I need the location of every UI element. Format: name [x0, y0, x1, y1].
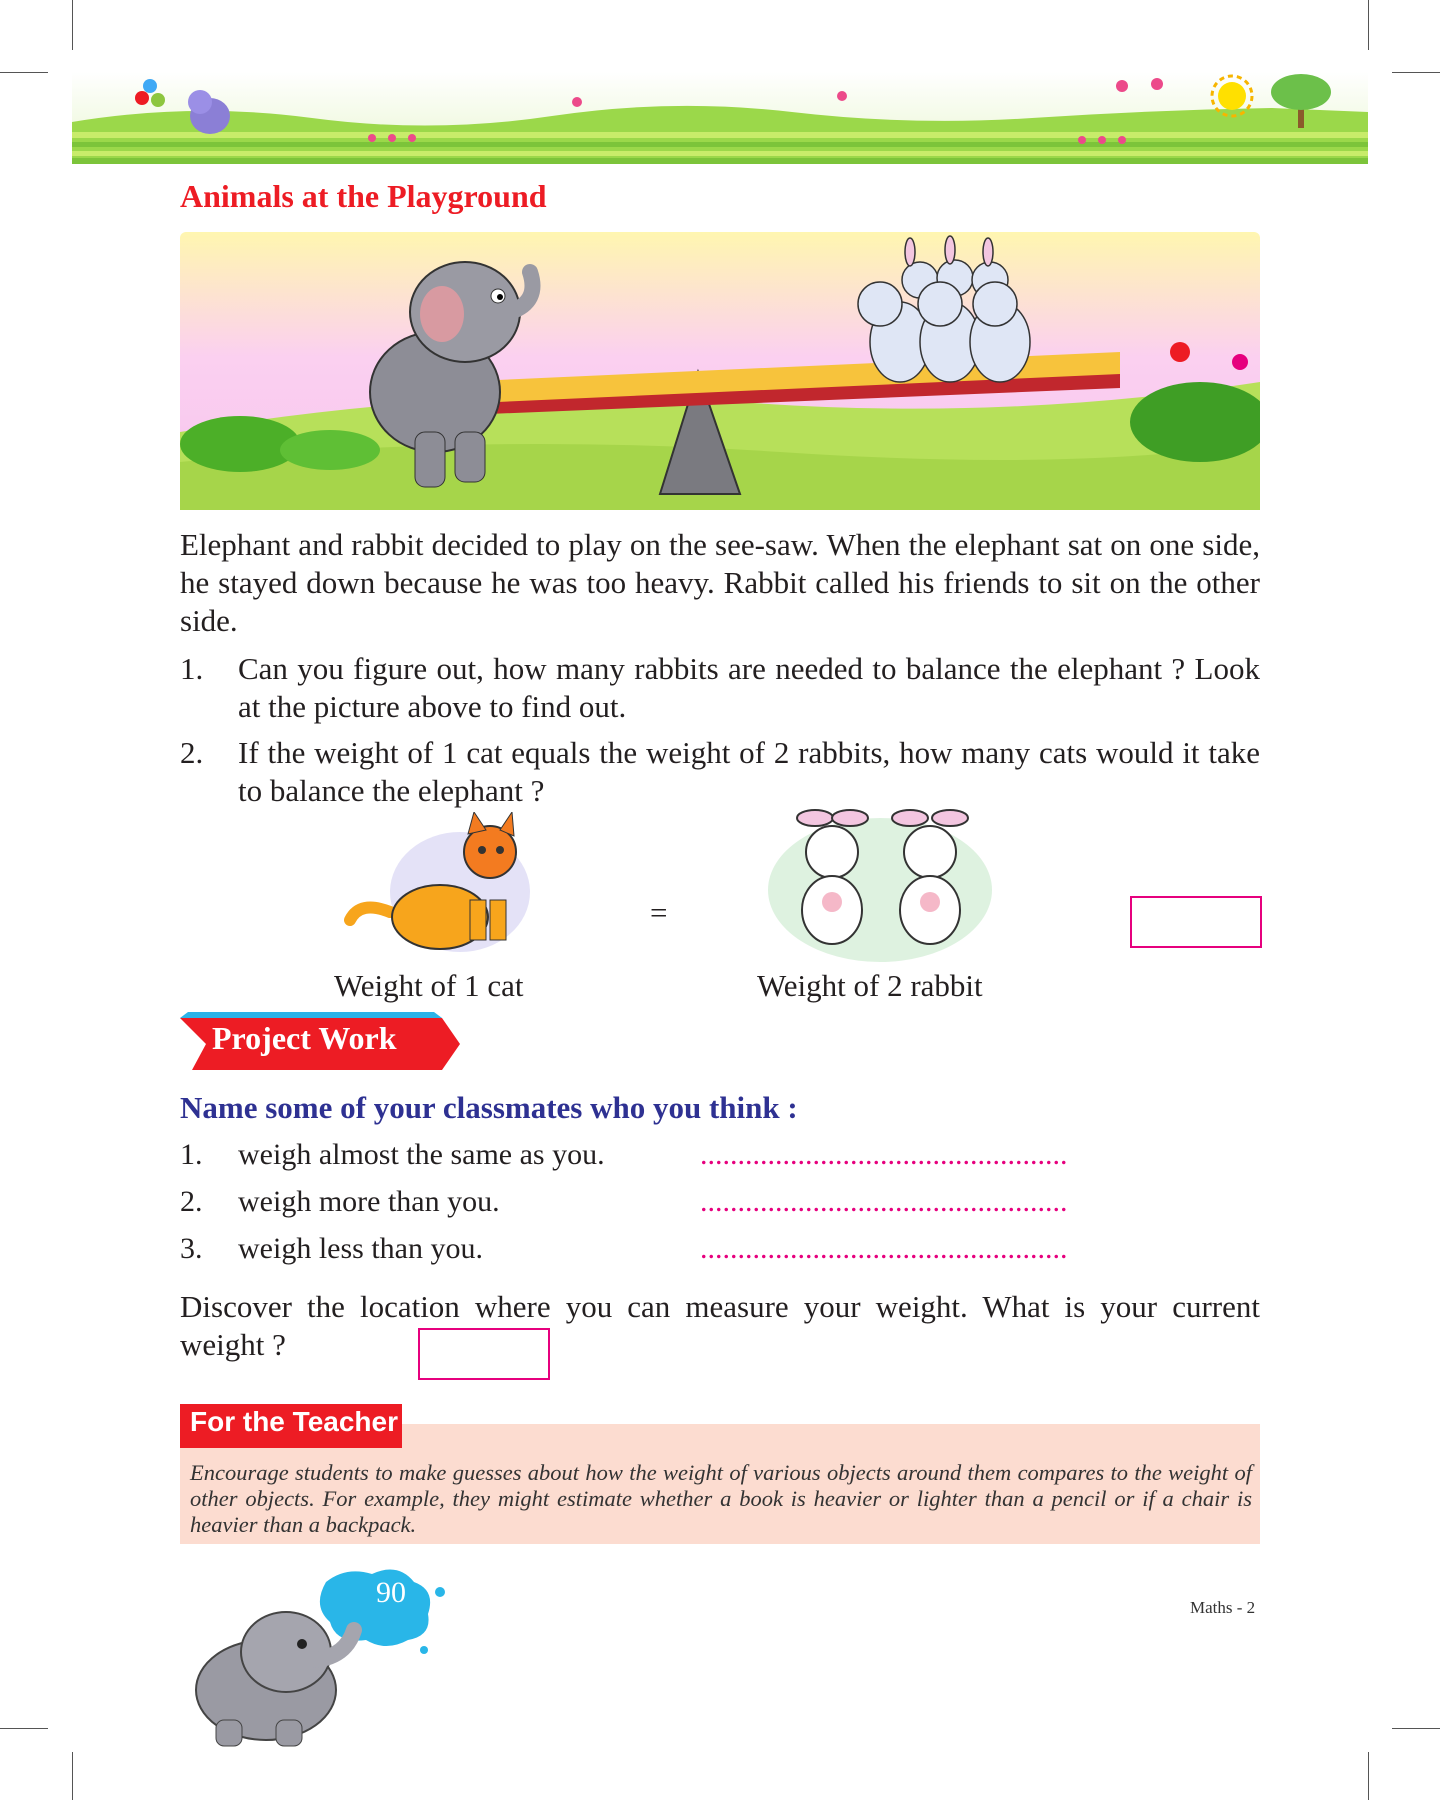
answer-blank[interactable]: ................................................. [700, 1232, 1068, 1265]
list-item-text: weigh almost the same as you. [238, 1138, 605, 1171]
elephant-mascot [176, 1560, 456, 1750]
teacher-note-text: Encourage students to make guesses about how the weight of various objects around them compares to the weight of other objects. For example, they might estimate whether a book is heavier or lighter than a pencil or if a chair is heavier than a backpack. [190, 1460, 1252, 1537]
crop-mark [72, 0, 73, 50]
answer-blank[interactable]: ................................................. [700, 1185, 1068, 1218]
cat-weight-caption: Weight of 1 cat [334, 968, 524, 1003]
header-banner [72, 72, 1368, 164]
list-item-number: 3. [180, 1232, 203, 1265]
weight-answer-box[interactable] [418, 1328, 550, 1380]
list-item-number: 1. [180, 1138, 203, 1171]
rabbit-weight-caption: Weight of 2 rabbit [757, 968, 983, 1003]
crop-mark [1392, 1728, 1440, 1729]
section-title: Animals at the Playground [180, 178, 547, 214]
answer-blank[interactable]: ................................................. [700, 1138, 1068, 1171]
project-work-label: Project Work [212, 1020, 397, 1056]
discover-paragraph: Discover the location where you can measure your weight. What is your current weight ? [180, 1289, 1260, 1362]
list-item-number: 2. [180, 1185, 203, 1218]
question-text: Can you figure out, how many rabbits are needed to balance the elephant ? Look at the picture above to find out. [238, 651, 1260, 724]
crop-mark [0, 1728, 48, 1729]
crop-mark [1368, 1752, 1369, 1800]
intro-paragraph: Elephant and rabbit decided to play on the see-saw. When the elephant sat on one side, he stayed down because he was too heavy. Rabbit called his friends to sit on the other side. [180, 527, 1260, 638]
project-subheading: Name some of your classmates who you think : [180, 1090, 798, 1125]
crop-mark [72, 1752, 73, 1800]
cats-answer-box[interactable] [1130, 896, 1262, 948]
book-label: Maths - 2 [1190, 1598, 1256, 1617]
teacher-note-label: For the Teacher [190, 1406, 398, 1437]
two-rabbits-illustration [760, 806, 1000, 966]
equals-sign: = [650, 895, 668, 930]
crop-mark [1368, 0, 1369, 50]
question-text: If the weight of 1 cat equals the weight of 2 rabbits, how many cats would it take to balance the elephant ? [238, 735, 1260, 808]
seesaw-illustration [180, 232, 1260, 510]
question-number: 1. [180, 651, 204, 686]
list-item-text: weigh more than you. [238, 1185, 500, 1218]
list-item-text: weigh less than you. [238, 1232, 483, 1265]
cat-illustration [340, 812, 540, 962]
page-number: 90 [376, 1576, 406, 1609]
question-number: 2. [180, 735, 204, 770]
crop-mark [0, 72, 48, 73]
crop-mark [1392, 72, 1440, 73]
